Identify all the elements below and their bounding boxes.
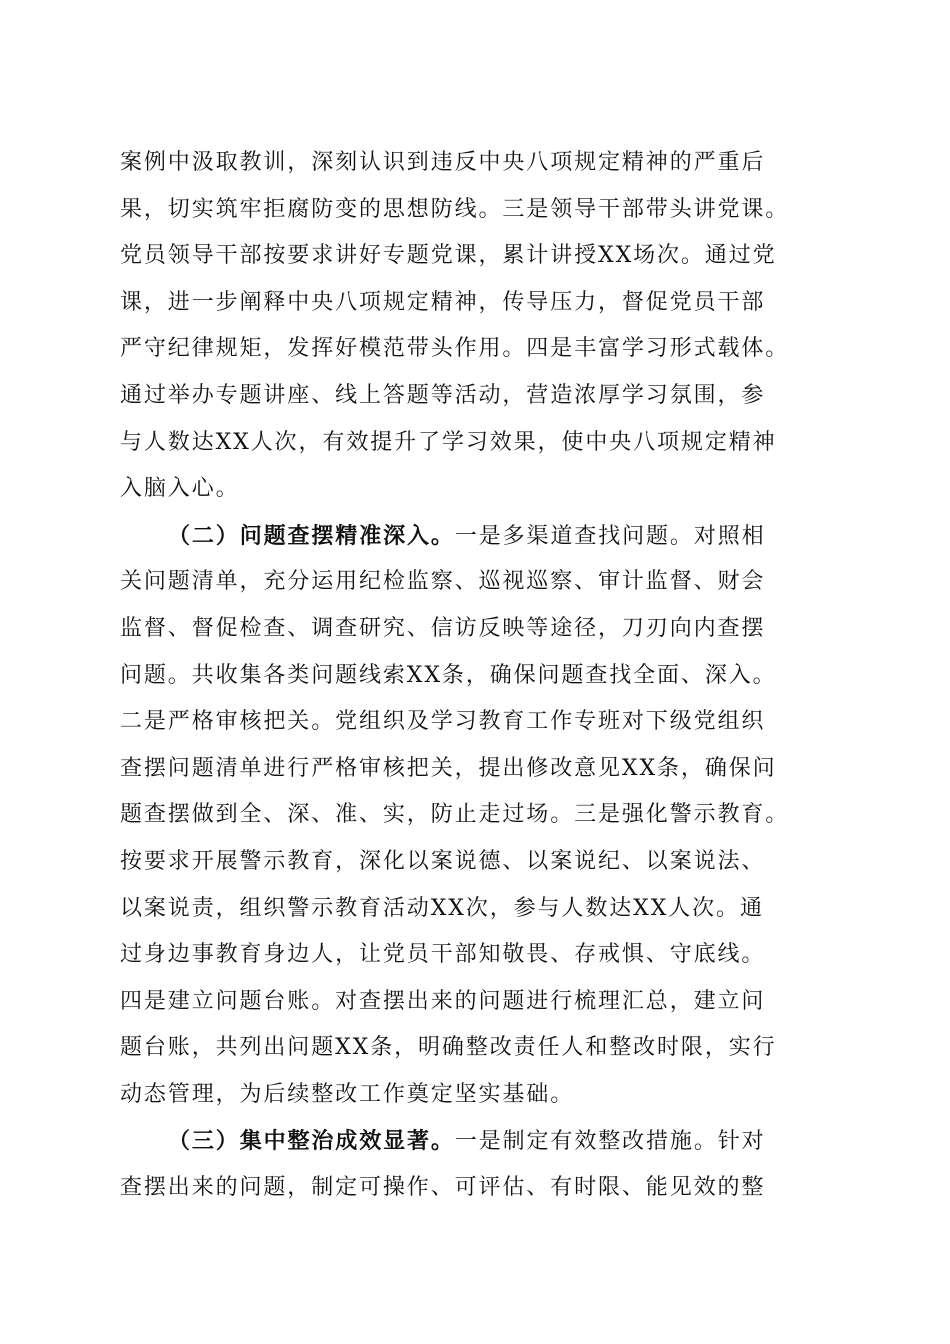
text-run: 一是制定有效整改措施。针对 bbox=[454, 1129, 766, 1155]
text-line: 监督、督促检查、调查研究、信访反映等途径，刀刃向内查摆 bbox=[120, 615, 766, 641]
text-line: 四是建立问题台账。对查摆出来的问题进行梳理汇总，建立问 bbox=[120, 988, 766, 1014]
text-line: 题查摆做到全、深、准、实，防止走过场。三是强化警示教育。 bbox=[120, 802, 790, 828]
paragraph-1 bbox=[120, 140, 840, 513]
paragraph-first-line bbox=[120, 1118, 840, 1165]
text-line: 案例中汲取教训，深刻认识到违反中央八项规定精神的严重后 bbox=[120, 150, 766, 175]
text-line: 严守纪律规矩，发挥好模范带头作用。四是丰富学习形式载体。 bbox=[120, 336, 790, 362]
text-line: 动态管理，为后续整改工作奠定坚实基础。 bbox=[120, 1081, 575, 1107]
text-line: 二是严格审核把关。党组织及学习教育工作专班对下级党组织 bbox=[120, 709, 766, 735]
section-heading: （二）问题查摆精准深入。 bbox=[168, 522, 455, 549]
text-line: 以案说责，组织警示教育活动XX次，参与人数达XX人次。通 bbox=[120, 895, 764, 921]
paragraph-3 bbox=[120, 1118, 840, 1211]
text-line: 查摆出来的问题，制定可操作、可评估、有时限、能见效的整 bbox=[120, 1175, 766, 1201]
text-line: 果，切实筑牢拒腐防变的思想防线。三是领导干部带头讲党课。 bbox=[120, 196, 790, 222]
paragraph-first-line bbox=[120, 513, 840, 560]
text-line: 通过举办专题讲座、线上答题等活动，营造浓厚学习氛围，参 bbox=[120, 382, 766, 408]
text-line: 入脑入心。 bbox=[120, 476, 240, 502]
section-heading: （三）集中整治成效显著。 bbox=[168, 1128, 455, 1155]
text-line: 与人数达XX人次，有效提升了学习效果，使中央八项规定精神 bbox=[120, 429, 777, 455]
text-line: 按要求开展警示教育，深化以案说德、以案说纪、以案说法、 bbox=[120, 848, 766, 874]
text-line: 题台账，共列出问题XX条，明确整改责任人和整改时限，实行 bbox=[120, 1035, 777, 1061]
text-line: 问题。共收集各类问题线索XX条，确保问题查找全面、深入。 bbox=[120, 662, 777, 688]
text-line: 党员领导干部按要求讲好专题党课，累计讲授XX场次。通过党 bbox=[120, 243, 777, 269]
text-run: 一是多渠道查找问题。对照相 bbox=[454, 523, 766, 549]
text-line: 查摆问题清单进行严格审核把关，提出修改意见XX条，确保问 bbox=[120, 755, 777, 781]
text-line: 关问题清单，充分运用纪检监察、巡视巡察、审计监督、财会 bbox=[120, 569, 766, 595]
document-body bbox=[120, 140, 840, 1212]
text-line: 过身边事教育身边人，让党员干部知敬畏、存戒惧、守底线。 bbox=[120, 942, 766, 968]
paragraph-2 bbox=[120, 513, 840, 1119]
text-line: 课，进一步阐释中央八项规定精神，传导压力，督促党员干部 bbox=[120, 289, 766, 315]
